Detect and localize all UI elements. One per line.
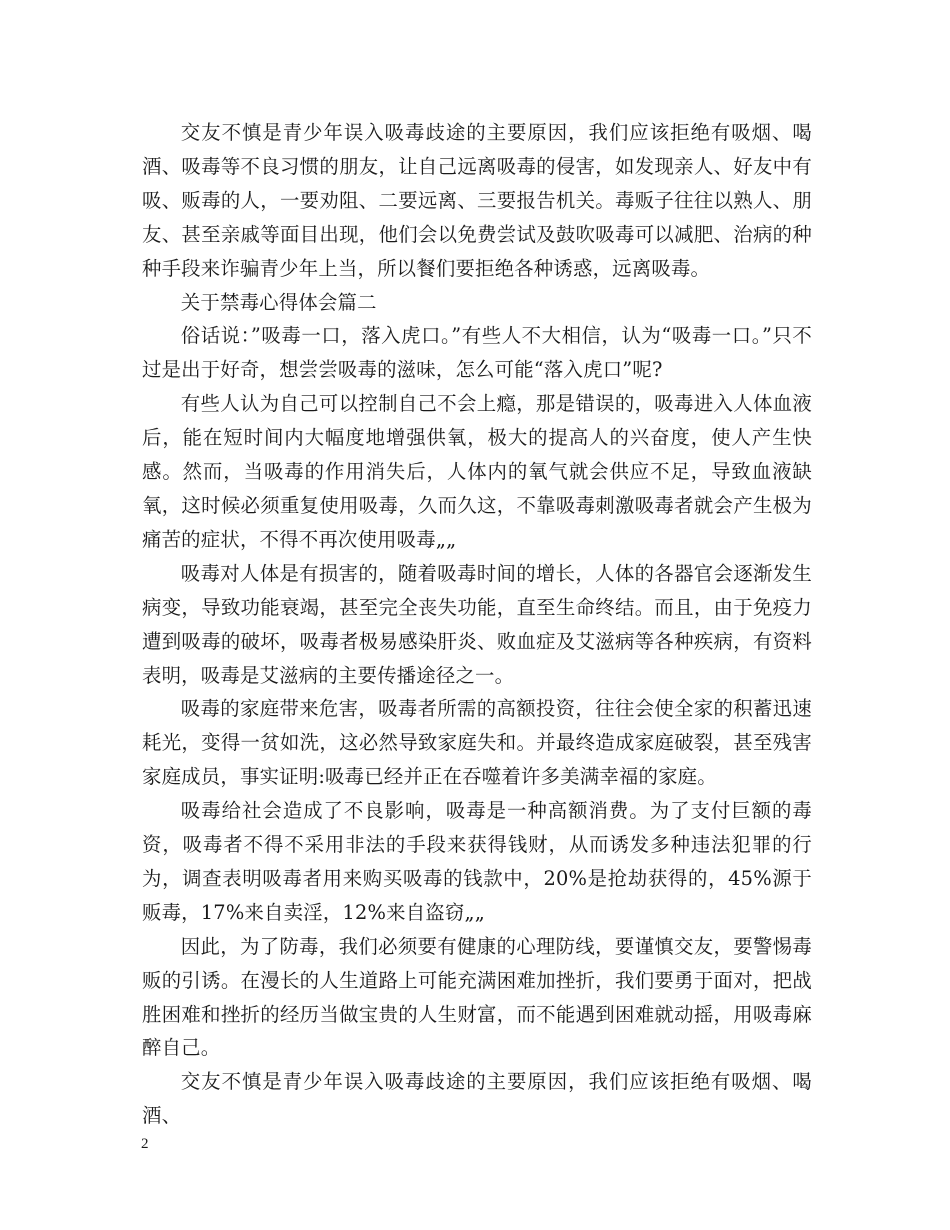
paragraph-friend-caution: 交友不慎是青少年误入吸毒歧途的主要原因，我们应该拒绝有吸烟、喝酒、吸毒等不良习惯的朋友，让自己远离吸毒的侵害，如发现亲人、好友中有吸、贩毒的人，一要劝阻、二要远离、三要报告机关。毒贩子往往以熟人、朋友、甚至亲戚等面目出现，他们会以免费尝试及鼓吹吸毒可以减肥、治病的种种手段来诈骗青少年上当，所以餐们要拒绝各种诱惑，远离吸毒。 <box>142 121 812 280</box>
paragraph-family-harm: 吸毒的家庭带来危害，吸毒者所需的高额投资，往往会使全家的积蓄迅速耗光，变得一贫如洗，这必然导致家庭失和。并最终造成家庭破裂，甚至残害家庭成员，事实证明:吸毒已经并正在吞噬着许多美满幸福的家庭。 <box>142 697 812 789</box>
paragraph-health-harm: 吸毒对人体是有损害的，随着吸毒时间的增长，人体的各器官会逐渐发生病变，导致功能衰竭，甚至完全丧失功能，直至生命终结。而且，由于免疫力遭到吸毒的破坏，吸毒者极易感染肝炎、败血症及艾滋病等各种疾病，有资料表明，吸毒是艾滋病的主要传播途径之一。 <box>142 561 812 687</box>
paragraph-addiction: 有些人认为自己可以控制自己不会上瘾，那是错误的，吸毒进入人体血液后，能在短时间内大幅度地增强供氧，极大的提高人的兴奋度，使人产生快感。然而，当吸毒的作用消失后，人体内的氧气就会供应不足，导致血液缺氧，这时候必须重复使用吸毒，久而久这，不靠吸毒刺激吸毒者就会产生极为痛苦的症状，不得不再次使用吸毒„„ <box>142 392 812 551</box>
section-heading: 关于禁毒心得体会篇二 <box>180 290 377 314</box>
paragraph-prevention: 因此，为了防毒，我们必须要有健康的心理防线，要谨慎交友，要警惕毒贩的引诱。在漫长的人生道路上可能充满困难加挫折，我们要勇于面对，把战胜困难和挫折的经历当做宝贵的人生财富，而不能遇到困难就动摇，用吸毒麻醉自己。 <box>142 934 812 1060</box>
paragraph-social-harm: 吸毒给社会造成了不良影响，吸毒是一种高额消费。为了支付巨额的毒资，吸毒者不得不采用非法的手段来获得钱财，从而诱发多种违法犯罪的行为，调查表明吸毒者用来购买吸毒的钱款中，20%是抢劫获得的，45%源于贩毒，17%来自卖淫，12%来自盗窃„„ <box>142 799 812 924</box>
paragraph-proverb: 俗话说：”吸毒一口，落入虎口。”有些人不大相信，认为“吸毒一口。”只不过是出于好奇，想尝尝吸毒的滋味，怎么可能“落入虎口”呢? <box>142 324 812 382</box>
document-body <box>142 116 812 1133</box>
page-number: 2 <box>141 1136 149 1152</box>
paragraph-friend-caution-repeat: 交友不慎是青少年误入吸毒歧途的主要原因，我们应该拒绝有吸烟、喝酒、 <box>142 1070 812 1128</box>
